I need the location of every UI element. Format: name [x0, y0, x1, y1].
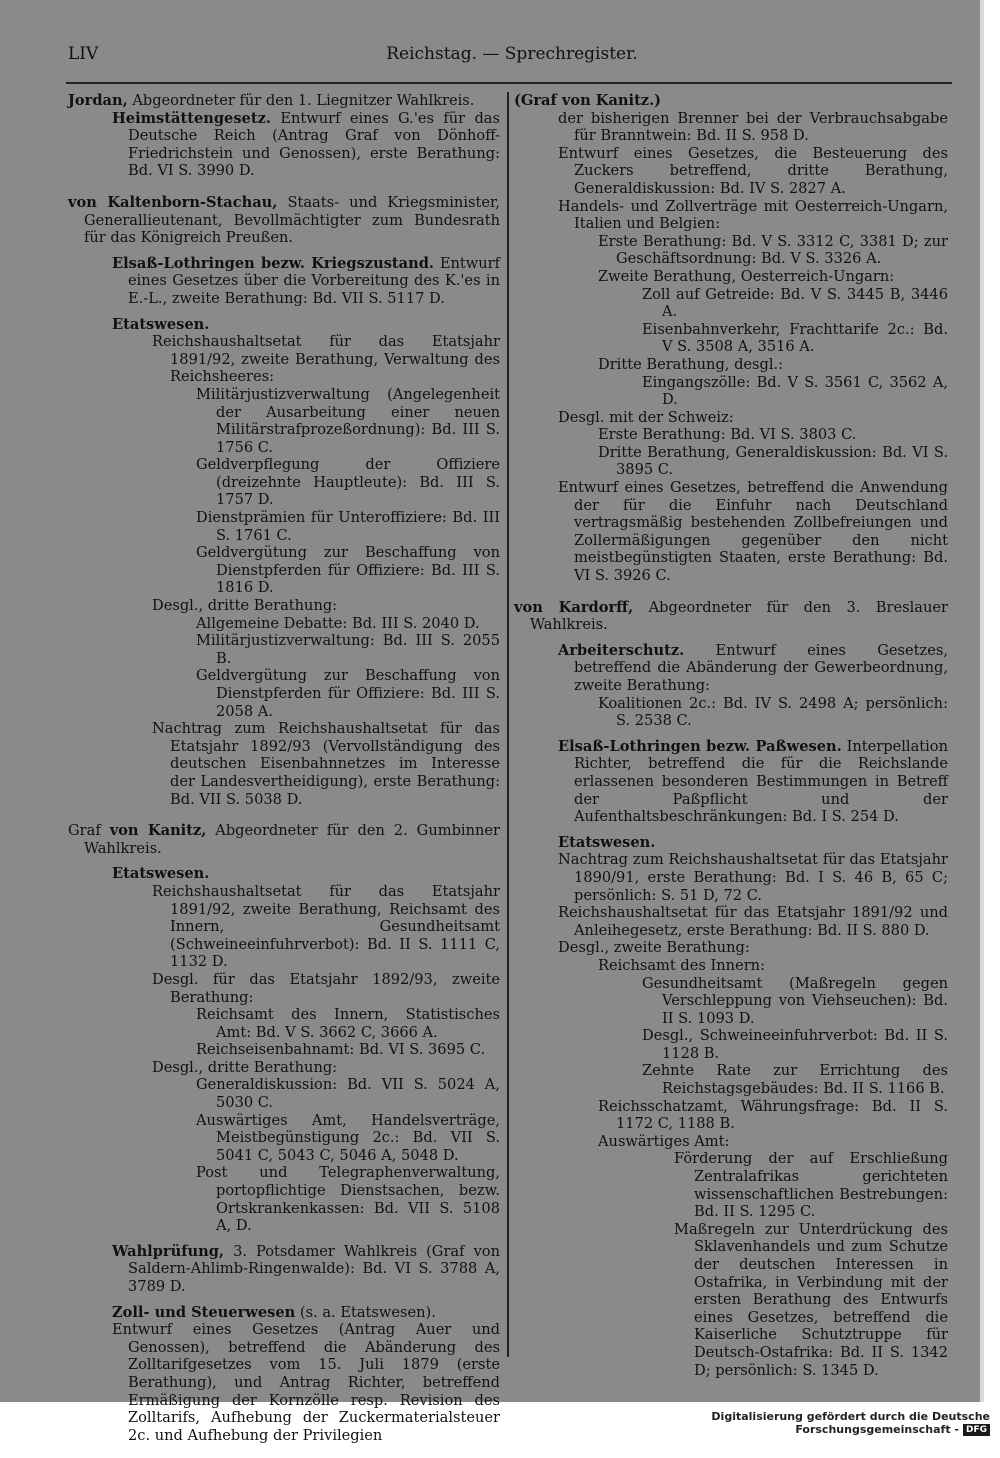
speaker-description: Abgeordneter für den 1. Liegnitzer Wahlkreis.	[127, 92, 475, 109]
topic-text: 3. Potsdamer Wahlkreis (Graf von Saldern-Ahlimb-Ringenwalde): Bd. VI S. 3788 A, 3789 D.	[128, 1242, 500, 1295]
topic-line	[112, 1304, 500, 1322]
speaker-description: Abgeordneter für den 3. Breslauer Wahlkreis.	[530, 598, 949, 634]
index-line: Entwurf eines Gesetzes, die Besteuerung des Zuckers betreffend, dritte Berathung, Generaldiskussion: Bd. IV S. 2827 A.	[558, 144, 948, 197]
topic-text: (s. a. Etatswesen).	[295, 1303, 436, 1321]
topic-line	[112, 255, 500, 308]
index-line: Handels- und Zollverträge mit Oesterreich-Ungarn, Italien und Belgien:	[558, 197, 948, 233]
right-column	[514, 92, 948, 1393]
index-line: Förderung der auf Erschließung Zentralafrikas gerichteten wissenschaftlichen Bestrebungen: Bd. II S. 1295 C.	[674, 1150, 948, 1221]
index-line: Reichsamt des Innern, Statistisches Amt: Bd. V S. 3662 C, 3666 A.	[196, 1006, 500, 1041]
index-line: Zoll auf Getreide: Bd. V S. 3445 B, 3446 A.	[642, 285, 948, 321]
entry-heading	[68, 194, 500, 247]
entry-heading	[68, 822, 500, 857]
speaker-name: von Kanitz,	[109, 822, 207, 840]
topic-line	[112, 865, 500, 883]
entry-jordan	[68, 92, 500, 180]
entry-heading	[514, 599, 948, 634]
speaker-name: von Kardorff,	[514, 598, 634, 616]
topic-heading: Etatswesen.	[112, 315, 210, 333]
topic-text: Entwurf eines G.'es für das Deutsche Reich (Antrag Graf von Dönhoff-Friedrichstein und Genossen), erste Berathung: Bd. VI S. 3990 D.	[128, 109, 500, 180]
header-rule	[66, 82, 952, 84]
speaker-name: Jordan,	[68, 92, 128, 109]
topic-text: Entwurf eines Gesetzes über die Vorbereitung des K.'es in E.-L., zweite Berathung: Bd. VII S. 5117 D.	[128, 254, 501, 307]
index-line: Militärjustizverwaltung (Angelegenheit der Ausarbeitung einer neuen Militärstrafprozeßordnung): Bd. III S. 1756 C.	[196, 385, 500, 456]
index-line: Dienstprämien für Unteroffiziere: Bd. III S. 1761 C.	[196, 509, 500, 544]
index-line: Auswärtiges Amt, Handelsverträge, Meistbegünstigung 2c.: Bd. VII S. 5041 C, 5043 C, 5046 A, 5048 D.	[196, 1111, 500, 1164]
index-line: Geldvergütung zur Beschaffung von Dienstpferden für Offiziere: Bd. III S. 1816 D.	[196, 544, 500, 597]
index-line: der bisherigen Brenner bei der Verbrauchsabgabe für Branntwein: Bd. II S. 958 D.	[558, 109, 948, 145]
topic-line	[558, 642, 948, 695]
topic-heading: Elsaß-Lothringen bezw. Paßwesen.	[558, 737, 842, 755]
index-line: Zehnte Rate zur Errichtung des Reichstagsgebäudes: Bd. II S. 1166 B.	[642, 1062, 948, 1098]
index-line: Allgemeine Debatte: Bd. III S. 2040 D.	[196, 614, 480, 632]
index-line: Dritte Berathung, Generaldiskussion: Bd. VI S. 3895 C.	[598, 443, 948, 479]
topic-heading: Wahlprüfung,	[112, 1242, 225, 1260]
topic-line	[112, 110, 500, 180]
index-line: Gesundheitsamt (Maßregeln gegen Verschleppung von Viehseuchen): Bd. II S. 1093 D.	[642, 974, 948, 1027]
entry-heading	[68, 92, 500, 110]
index-line: Militärjustizverwaltung: Bd. III S. 2055 B.	[196, 632, 500, 667]
topic-heading: Etatswesen.	[112, 865, 210, 883]
entry-kardorff	[514, 599, 948, 1380]
entry-kanitz-continued	[514, 92, 948, 585]
page-number: LIV	[68, 44, 99, 64]
index-line: Desgl. für das Etatsjahr 1892/93, zweite Berathung:	[152, 970, 500, 1006]
index-line: Post und Telegraphenverwaltung, portopflichtige Dienstsachen, bezw. Ortskrankenkassen: Bd. VII S. 5108 A, D.	[196, 1164, 500, 1235]
continuation-heading: (Graf von Kanitz.)	[514, 92, 662, 109]
index-line: Desgl., dritte Berathung:	[152, 597, 338, 615]
speaker-description: Abgeordneter für den 2. Gumbinner Wahlkreis.	[84, 822, 500, 857]
entry-kanitz	[68, 822, 500, 1444]
topic-line	[558, 738, 948, 826]
index-line: Erste Berathung: Bd. VI S. 3803 C.	[598, 426, 857, 444]
index-line: Reichshaushaltsetat für das Etatsjahr 1891/92 und Anleihegesetz, erste Berathung: Bd. II S. 880 D.	[558, 904, 948, 939]
index-line: Reichseisenbahnamt: Bd. VI S. 3695 C.	[196, 1041, 486, 1059]
topic-line	[112, 316, 500, 334]
topic-heading: Arbeiterschutz.	[558, 641, 685, 659]
left-column	[68, 92, 500, 1458]
speaker-name: von Kaltenborn-Stachau,	[68, 193, 278, 211]
index-line: Reichshaushaltsetat für das Etatsjahr 1891/92, zweite Berathung, Verwaltung des Reichsheeres:	[152, 333, 500, 386]
topic-heading: Etatswesen.	[558, 833, 656, 851]
index-line: Zweite Berathung, Oesterreich-Ungarn:	[598, 267, 895, 285]
dfg-logo: DFG	[963, 1424, 990, 1436]
index-line: Generaldiskussion: Bd. VII S. 5024 A, 5030 C.	[196, 1076, 500, 1112]
topic-heading: Heimstättengesetz.	[112, 109, 271, 127]
index-line: Desgl., zweite Berathung:	[558, 939, 750, 957]
index-line: Reichshaushaltsetat für das Etatsjahr 1891/92, zweite Berathung, Reichsamt des Innern, Gesundheitsamt (Schweineeinfuhrverbot): Bd. II S. 1111 C, 1132 D.	[152, 882, 500, 971]
page-header	[68, 44, 956, 74]
index-line: Maßregeln zur Unterdrückung des Sklavenhandels und zum Schutze der deutschen Interessen in Ostafrika, in Verbindung mit der ersten Berathung des Entwurfs eines Gesetzes, betreffend die Kaiserliche Schutztruppe für Deutsch-Ostafrika: Bd. II S. 1342 D; persönlich: S. 1345 D.	[674, 1220, 948, 1379]
index-line: Entwurf eines Gesetzes, betreffend die Anwendung der für die Einfuhr nach Deutschland vertragsmäßig bestehenden Zollbefreiungen und Zollermäßigungen gegenüber den nicht meistbegünstigten Staaten, erste Berathung: Bd. VI S. 3926 C.	[558, 479, 948, 585]
digitization-credit	[560, 1410, 990, 1436]
index-line: Eingangszölle: Bd. V S. 3561 C, 3562 A, D.	[642, 373, 948, 409]
index-line: Nachtrag zum Reichshaushaltsetat für das Etatsjahr 1892/93 (Vervollständigung des deutschen Eisenbahnnetzes im Interesse der Landesvertheidigung), erste Berathung: Bd. VII S. 5038 D.	[152, 720, 500, 808]
index-line: Geldverpflegung der Offiziere (dreizehnte Hauptleute): Bd. III S. 1757 D.	[196, 456, 500, 509]
entry-kaltenborn	[68, 194, 500, 808]
topic-line	[112, 1243, 500, 1296]
index-line: Entwurf eines Gesetzes (Antrag Auer und Genossen), betreffend die Abänderung des Zolltarifgesetzes vom 15. Juli 1879 (erste Berathung), und Antrag Richter, betreffend Ermäßigung der Kornzölle resp. Revision des Zolltarifs, Aufhebung der Zuckermaterialsteuer 2c. und Aufhebung der Privilegien	[112, 1321, 500, 1444]
index-line: Geldvergütung zur Beschaffung von Dienstpferden für Offiziere: Bd. III S. 2058 A.	[196, 667, 500, 720]
topic-heading: Zoll- und Steuerwesen	[112, 1303, 296, 1321]
page-edge	[980, 0, 984, 1402]
index-line: Eisenbahnverkehr, Frachttarife 2c.: Bd. V S. 3508 A, 3516 A.	[642, 320, 948, 356]
credit-text: Digitalisierung gefördert durch die Deutsche Forschungsgemeinschaft -	[711, 1410, 990, 1436]
topic-heading: Elsaß-Lothringen bezw. Kriegszustand.	[112, 254, 435, 272]
index-line: Desgl. mit der Schweiz:	[558, 408, 734, 426]
topic-line	[558, 834, 948, 852]
index-line: Koalitionen 2c.: Bd. IV S. 2498 A; persönlich: S. 2538 C.	[598, 694, 948, 730]
speaker-description: Staats- und Kriegsminister, Generallieutenant, Bevollmächtigter zum Bundesrath für das Königreich Preußen.	[84, 193, 500, 247]
running-title: Reichstag. — Sprechregister.	[386, 44, 638, 64]
speaker-prefix: Graf	[68, 822, 110, 840]
topic-text: Entwurf eines Gesetzes, betreffend die Abänderung der Gewerbeordnung, zweite Berathung:	[574, 641, 948, 694]
index-line: Nachtrag zum Reichshaushaltsetat für das Etatsjahr 1890/91, erste Berathung: Bd. I S. 46 B, 65 C; persönlich: S. 51 D, 72 C.	[558, 851, 948, 904]
index-line: Reichsamt des Innern:	[598, 956, 765, 974]
index-line: Reichsschatzamt, Währungsfrage: Bd. II S. 1172 C, 1188 B.	[598, 1097, 948, 1133]
index-line: Auswärtiges Amt:	[598, 1132, 730, 1150]
index-line: Desgl., Schweineeinfuhrverbot: Bd. II S. 1128 B.	[642, 1027, 948, 1062]
topic-text: Interpellation Richter, betreffend die für die Reichslande erlassenen besonderen Bestimmungen in Betreff der Paßpflicht und der Aufenthaltsbeschränkungen: Bd. I S. 254 D.	[574, 737, 948, 826]
index-line: Desgl., dritte Berathung:	[152, 1058, 338, 1076]
column-separator	[507, 92, 509, 1357]
index-line: Erste Berathung: Bd. V S. 3312 C, 3381 D; zur Geschäftsordnung: Bd. V S. 3326 A.	[598, 232, 948, 268]
index-line: Dritte Berathung, desgl.:	[598, 355, 784, 373]
